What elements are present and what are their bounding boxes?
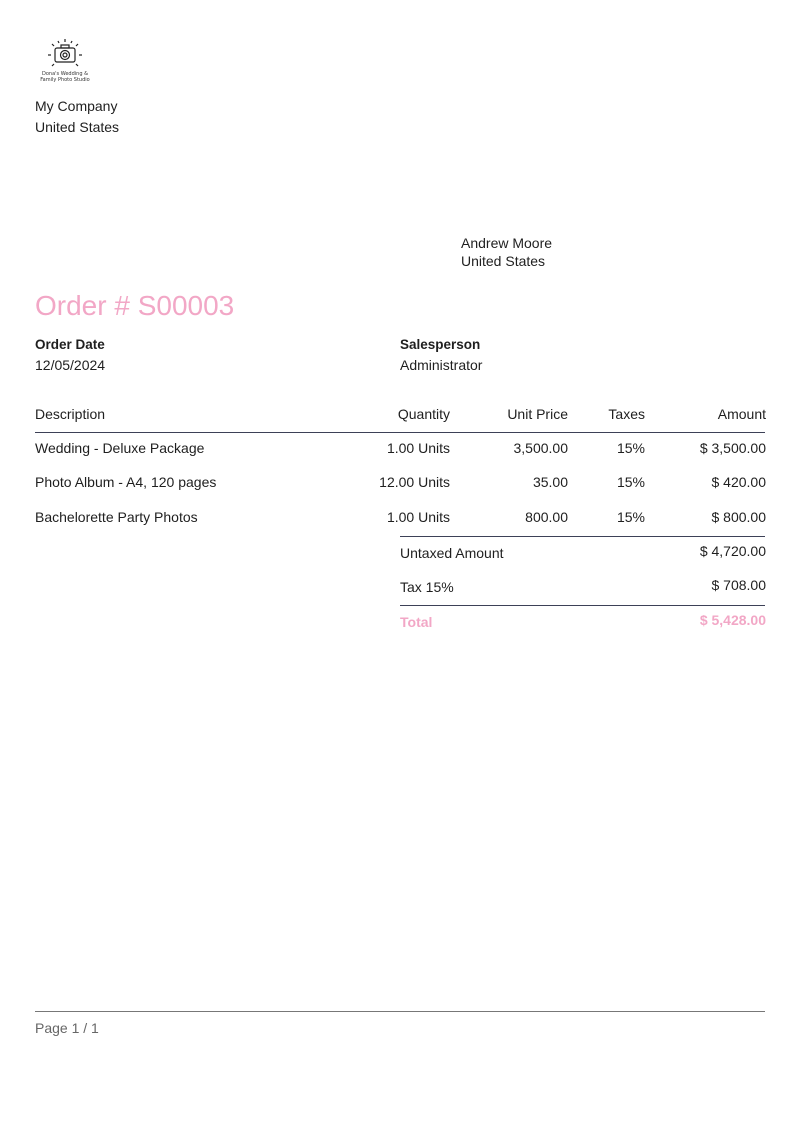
company-country: United States [35,119,120,135]
row-unit-price: 800.00 [525,509,568,525]
column-header-quantity: Quantity [397,406,450,422]
row-taxes: 15% [616,474,645,490]
customer-name: Andrew Moore [461,235,553,251]
column-header-description: Description [35,406,106,422]
untaxed-amount-value: $ 4,720.00 [699,543,766,559]
column-header-amount: Amount [717,406,766,422]
row-taxes: 15% [616,440,645,456]
order-date-label: Order Date [35,337,105,352]
salesperson-label: Salesperson [400,337,481,352]
row-amount: $ 800.00 [711,509,766,525]
tax-value: $ 708.00 [711,577,766,593]
page-number: Page 1 / 1 [35,1020,99,1036]
footer-divider [35,1011,765,1012]
camera-icon [45,38,85,70]
table-header-divider [35,432,765,433]
row-description: Photo Album - A4, 120 pages [35,474,217,490]
company-name: My Company [35,98,118,114]
total-divider [400,605,765,606]
column-header-taxes: Taxes [608,406,645,422]
page-title: Order # S00003 [35,290,235,321]
totals-top-divider [400,536,765,537]
row-quantity: 12.00 Units [379,474,450,490]
total-label: Total [400,614,433,630]
column-header-unit-price: Unit Price [507,406,568,422]
row-description: Wedding - Deluxe Package [35,440,205,456]
total-value: $ 5,428.00 [699,612,766,628]
row-description: Bachelorette Party Photos [35,509,198,525]
salesperson-value: Administrator [400,357,483,373]
order-date-value: 12/05/2024 [35,357,106,373]
row-amount: $ 420.00 [711,474,766,490]
row-quantity: 1.00 Units [386,440,450,456]
row-unit-price: 35.00 [532,474,568,490]
row-unit-price: 3,500.00 [513,440,568,456]
row-taxes: 15% [616,509,645,525]
tax-label: Tax 15% [400,579,454,595]
customer-country: United States [461,253,546,269]
untaxed-amount-label: Untaxed Amount [400,545,504,561]
logo-text: Dona's Wedding & Family Photo Studio [40,71,90,83]
row-amount: $ 3,500.00 [699,440,766,456]
row-quantity: 1.00 Units [386,509,450,525]
company-logo [35,38,95,88]
